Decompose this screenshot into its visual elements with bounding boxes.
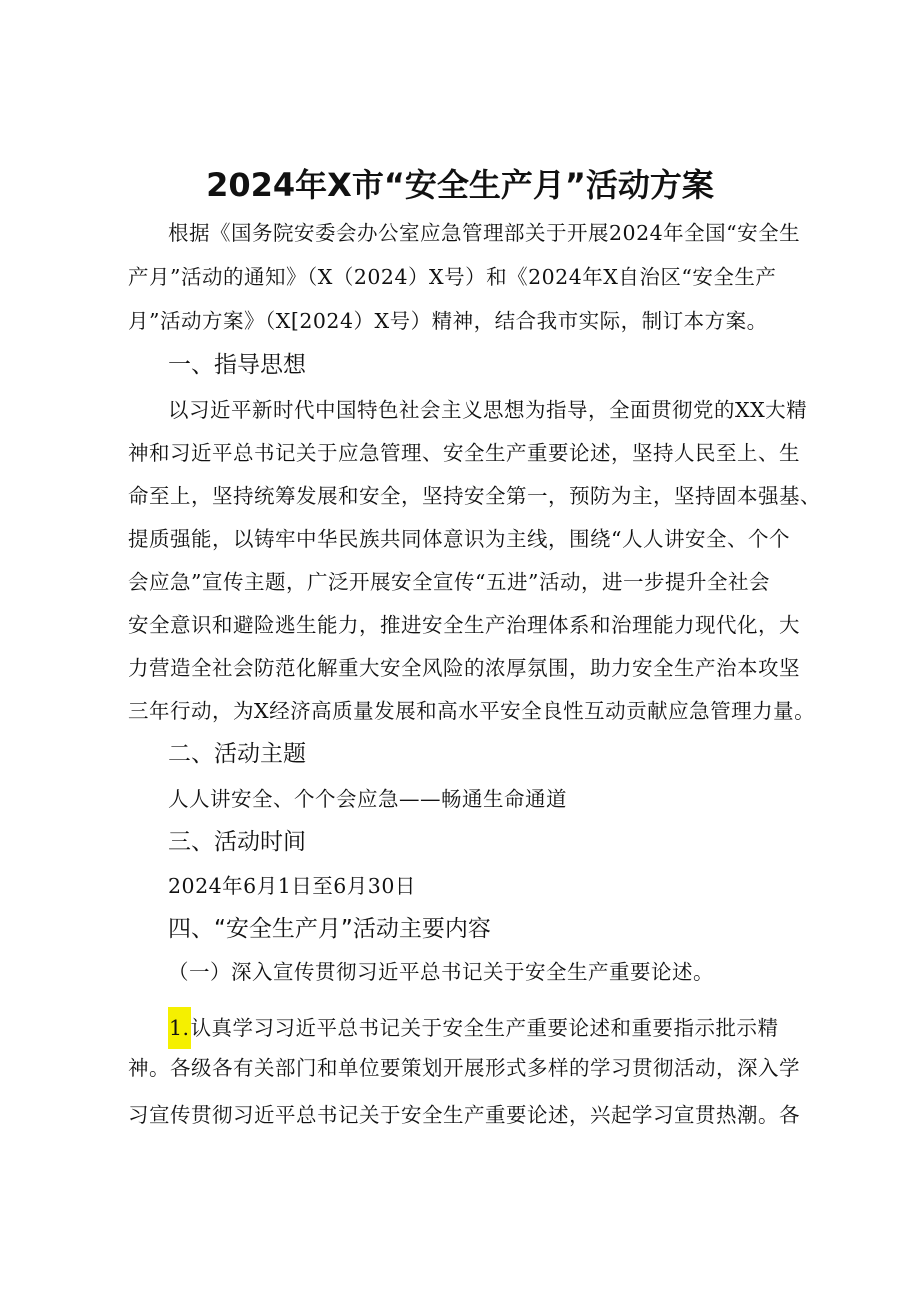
item-1-text: 认真学习习近平总书记关于安全生产重要论述和重要指示批示精 — [190, 1016, 779, 1040]
subsection-1: （一）深入宣传贯彻习近平总书记关于安全生产重要论述。 — [168, 960, 714, 984]
section-heading-main-content: 四、“安全生产月”活动主要内容 — [168, 916, 491, 942]
section-heading-theme: 二、活动主题 — [168, 741, 306, 767]
section1-line-8: 三年行动，为X经济高质量发展和高水平安全良性互动贡献应急管理力量。 — [128, 699, 816, 723]
item-1-line-2: 神。各级各有关部门和单位要策划开展形式多样的学习贯彻活动，深入学 — [128, 1056, 800, 1080]
intro-line-2: 产月”活动的通知》（X（2024）X号）和《2024年X自治区“安全生产 — [128, 265, 777, 289]
section1-line-6: 安全意识和避险逃生能力，推进安全生产治理体系和治理能力现代化，大 — [128, 613, 800, 637]
section1-line-2: 神和习近平总书记关于应急管理、安全生产重要论述，坚持人民至上、生 — [128, 441, 800, 465]
intro-line-3: 月”活动方案》（X[2024）X号）精神，结合我市实际，制订本方案。 — [128, 309, 768, 333]
highlighted-item-number: 1. — [168, 1007, 191, 1049]
item-1-line-1 — [168, 1007, 868, 1049]
time-text: 2024年6月1日至6月30日 — [168, 874, 416, 898]
section1-line-4: 提质强能，以铸牢中华民族共同体意识为主线，围绕“人人讲安全、个个 — [128, 527, 790, 551]
section1-line-1: 以习近平新时代中国特色社会主义思想为指导，全面贯彻党的XX大精 — [168, 398, 808, 422]
item-1-line-3: 习宣传贯彻习近平总书记关于安全生产重要论述，兴起学习宣贯热潮。各 — [128, 1103, 800, 1127]
intro-line-1: 根据《国务院安委会办公室应急管理部关于开展2024年全国“安全生 — [168, 221, 801, 245]
section1-line-7: 力营造全社会防范化解重大安全风险的浓厚氛围，助力安全生产治本攻坚 — [128, 656, 800, 680]
theme-text: 人人讲安全、个个会应急——畅通生命通道 — [168, 787, 567, 811]
section1-line-5: 会应急”宣传主题，广泛开展安全宣传“五进”活动，进一步提升全社会 — [128, 570, 770, 594]
section-heading-guiding-thought: 一、指导思想 — [168, 352, 306, 378]
section-heading-time: 三、活动时间 — [168, 829, 306, 855]
document-title: 2024年X市“安全生产月”活动方案 — [206, 166, 714, 204]
section1-line-3: 命至上，坚持统筹发展和安全，坚持安全第一，预防为主，坚持固本强基、 — [128, 484, 821, 508]
